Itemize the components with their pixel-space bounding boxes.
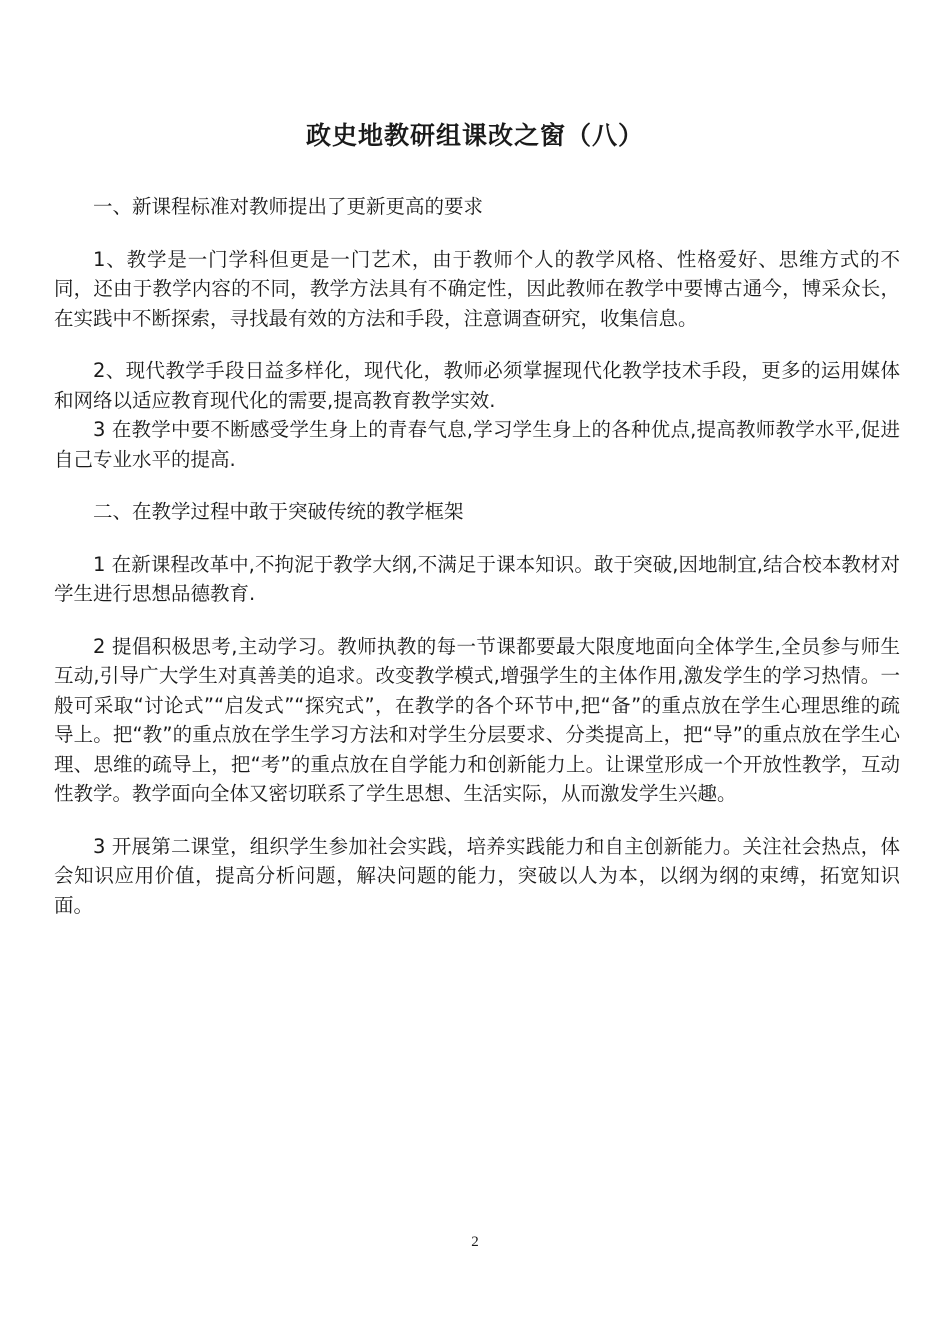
section-heading-1: 一、新课程标准对教师提出了更新更高的要求 <box>93 195 484 218</box>
document-title: 政史地教研组课改之窗（八） <box>305 121 644 150</box>
page-number: 2 <box>471 1234 479 1250</box>
paragraph-2-2: 2 提倡积极思考,主动学习。教师执教的每一节课都要最大限度地面向全体学生,全员参与师生互动,引导广大学生对真善美的追求。改变教学模式,增强学生的主体作用,激发学生的学习热情。一般可采取“讨论式”“启发式”“探究式”，在教学的各个环节中,把“备”的重点放在学生心理思维的疏导上。把“教”的重点放在学生学习方法和对学生分层要求、分类提高上，把“导”的重点放在学生心理、思维的疏导上，把“考”的重点放在自学能力和创新能力上。让课堂形成一个开放性教学，互动性教学。教学面向全体又密切联系了学生思想、生活实际，从而激发学生兴趣。 <box>54 634 900 805</box>
paragraph-2-1: 1 在新课程改革中,不拘泥于教学大纲,不满足于课本知识。敢于突破,因地制宜,结合校本教材对学生进行思想品德教育. <box>54 552 900 605</box>
paragraph-1-1: 1、教学是一门学科但更是一门艺术，由于教师个人的教学风格、性格爱好、思维方式的不同，还由于教学内容的不同，教学方法具有不确定性，因此教师在教学中要博古通今，博采众长，在实践中不断探索，寻找最有效的方法和手段，注意调查研究，收集信息。 <box>54 247 900 330</box>
section-heading-2: 二、在教学过程中敢于突破传统的教学框架 <box>93 500 464 523</box>
paragraph-2-3: 3 开展第二课堂，组织学生参加社会实践，培养实践能力和自主创新能力。关注社会热点，体会知识应用价值，提高分析问题，解决问题的能力，突破以人为本，以纲为纲的束缚，拓宽知识面。 <box>54 834 900 917</box>
document-body <box>54 192 900 920</box>
paragraph-1-2: 2、现代教学手段日益多样化，现代化，教师必须掌握现代化教学技术手段，更多的运用媒体和网络以适应教育现代化的需要,提高教育教学实效. <box>54 359 900 412</box>
paragraph-1-3: 3 在教学中要不断感受学生身上的青春气息,学习学生身上的各种优点,提高教师教学水平,促进自己专业水平的提高. <box>54 418 900 471</box>
